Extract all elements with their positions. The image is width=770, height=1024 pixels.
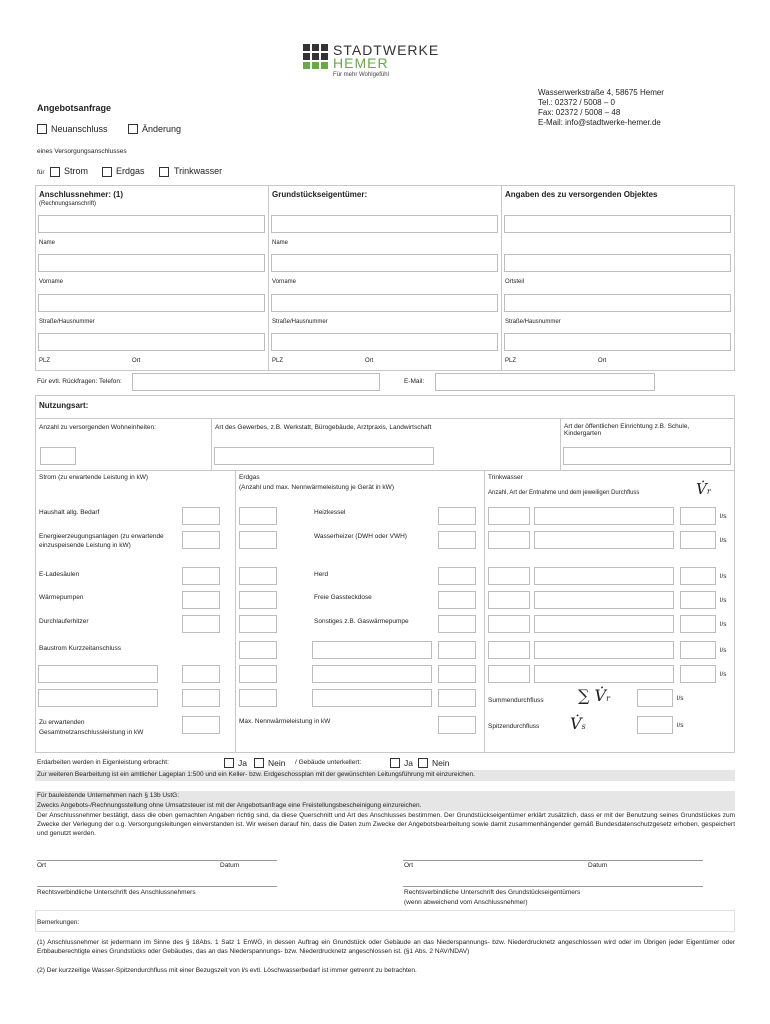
owner2-plzort-input[interactable] xyxy=(271,333,498,351)
legal-line3: Der Anschlussnehmer bestätigt, dass die oben gemachten Angaben richtig sind, da diese Querschnitt und Art des Anschlusses bestimmen. Der Grundstückseigentümer erklärt zusätzlich, dass er mit der Benutzung seines Grundstückes zum Zwecke der Verlegung der o.g. Versorgungsleitungen einverstanden ist. Wir weisen darauf hin, dass die Daten zum Zwecke der Angebotsbearbeitung sowie damit zusammenhängender gemäß Bundesdatenschutzgesetz erhoben, gespeichert und genutzt werden. xyxy=(37,812,735,837)
checkbox-earthworks-ja[interactable] xyxy=(224,758,234,768)
label-aenderung: Änderung xyxy=(142,124,182,134)
strom-row-durchlauf: Durchlauferhitzer xyxy=(39,618,89,625)
owner1-name-input[interactable] xyxy=(38,215,265,233)
object-street-label: Straße/Hausnummer xyxy=(505,319,561,325)
water-row1-flow[interactable] xyxy=(680,507,716,525)
strom-extra2-input[interactable] xyxy=(182,689,220,707)
col3-title: Angaben des zu versorgenden Objektes xyxy=(505,190,658,199)
water-row5-flow[interactable] xyxy=(680,615,716,633)
owner2-vorname-label: Vorname xyxy=(272,279,297,285)
gas-heizkessel-count[interactable] xyxy=(239,507,277,525)
owner1-vorname-label: Vorname xyxy=(39,279,64,285)
usage-public-input[interactable] xyxy=(563,447,731,465)
label-erdgas: Erdgas xyxy=(116,166,145,176)
water-row3-count[interactable] xyxy=(488,567,530,585)
checkbox-basement-nein[interactable] xyxy=(418,758,428,768)
wasser-title: Trinkwasser xyxy=(488,474,523,481)
water-sum-unit: l/s xyxy=(677,695,684,702)
flow-symbol-icon: V̇r xyxy=(696,480,711,498)
sign1-ort-label: Ort xyxy=(37,862,47,869)
checkbox-neuanschluss[interactable] xyxy=(37,124,47,134)
gas-extra2-label-input[interactable] xyxy=(312,665,432,683)
callback-email-input[interactable] xyxy=(435,373,655,391)
water-row6-flow[interactable] xyxy=(680,641,716,659)
water-row4-type[interactable] xyxy=(534,591,674,609)
gas-row-heizkessel: Heizkessel xyxy=(314,509,346,516)
contact-email: E-Mail: info@stadtwerke-hemer.de xyxy=(538,118,661,127)
checkbox-aenderung[interactable] xyxy=(128,124,138,134)
callback-email-label: E-Mail: xyxy=(404,378,425,385)
remarks-box[interactable] xyxy=(35,910,735,932)
logo-name-line2: HEMER xyxy=(333,55,389,71)
gas-herd-kw[interactable] xyxy=(438,567,476,585)
contact-phone: Tel.: 02372 / 5008 – 0 xyxy=(538,98,615,107)
strom-durchlauf-input[interactable] xyxy=(182,615,220,633)
owner1-plz-label: PLZ xyxy=(39,358,51,364)
water-row3-unit: l/s xyxy=(720,573,727,580)
owner1-ort-label: Ort xyxy=(132,358,141,364)
gas-wasserheizer-count[interactable] xyxy=(239,531,277,549)
sign1-label: Rechtsverbindliche Unterschrift des Anschlussnehmers xyxy=(37,889,196,896)
peak-symbol-icon: V̇s xyxy=(570,714,586,733)
strom-eladen-input[interactable] xyxy=(182,567,220,585)
owner1-street-input[interactable] xyxy=(38,294,265,312)
gas-steckdose-kw[interactable] xyxy=(438,591,476,609)
erdgas-sub: (Anzahl und max. Nennwärmeleistung je Gerät in kW) xyxy=(239,484,394,491)
earthworks-nein-label: Nein xyxy=(268,758,286,768)
strom-row-eladen: E-Ladesäulen xyxy=(39,571,80,578)
water-row4-count[interactable] xyxy=(488,591,530,609)
page-title: Angebotsanfrage xyxy=(37,103,112,113)
usage-business-label: Art des Gewerbes, z.B. Werkstatt, Bürogebäude, Arztpraxis, Landwirtschaft xyxy=(215,424,432,431)
water-row3-flow[interactable] xyxy=(680,567,716,585)
usage-public-label: Art der öffentlichen Einrichtung z.B. Schule, Kindergarten xyxy=(564,423,690,437)
erdgas-title: Erdgas xyxy=(239,474,260,481)
water-peak-unit: l/s xyxy=(677,722,684,729)
gas-extra3-label-input[interactable] xyxy=(312,689,432,707)
for-label: für xyxy=(37,169,45,176)
strom-row-waermepumpen: Wärmepumpen xyxy=(39,594,84,601)
gas-extra1-label-input[interactable] xyxy=(312,641,432,659)
owner1-plzort-input[interactable] xyxy=(38,333,265,351)
usage-units-input[interactable] xyxy=(40,447,76,465)
label-strom: Strom xyxy=(64,166,89,176)
water-row4-unit: l/s xyxy=(720,597,727,604)
logo-name-line1: STADTWERKE xyxy=(333,42,440,58)
sum-symbol-icon: ∑ V̇r xyxy=(578,686,610,705)
water-row1-count[interactable] xyxy=(488,507,530,525)
checkbox-earthworks-nein[interactable] xyxy=(254,758,264,768)
water-row7-flow[interactable] xyxy=(680,665,716,683)
water-peak-label: Spitzendurchfluss xyxy=(488,723,540,730)
gas-max-label: Max. Nennwärmeleistung in kW xyxy=(239,718,331,725)
owner2-name-input[interactable] xyxy=(271,215,498,233)
object-ort-label: Ort xyxy=(598,358,607,364)
basement-nein-label: Nein xyxy=(432,758,450,768)
gas-extra1-count[interactable] xyxy=(239,641,277,659)
water-row5-unit: l/s xyxy=(720,621,727,628)
basement-ja-label: Ja xyxy=(404,758,413,768)
object-street-input[interactable] xyxy=(504,294,731,312)
water-peak-input[interactable] xyxy=(637,716,673,734)
plan-note: Zur weiteren Bearbeitung ist ein amtlicher Lageplan 1:500 und ein Keller- bzw. Erdgeschossplan mit der gewünschten Leitungsführung mit einzureichen. xyxy=(37,771,475,778)
col2-title: Grundstückseigentümer: xyxy=(272,190,368,199)
checkbox-erdgas[interactable] xyxy=(102,167,112,177)
water-row2-count[interactable] xyxy=(488,531,530,549)
callback-phone-label: Für evtl. Rückfragen: Telefon: xyxy=(37,378,122,385)
water-row3-type[interactable] xyxy=(534,567,674,585)
water-row1-unit: l/s xyxy=(720,513,727,520)
basement-label: / Gebäude unterkellert: xyxy=(295,759,362,766)
sign2-ort-label: Ort xyxy=(404,862,414,869)
water-row5-type[interactable] xyxy=(534,615,674,633)
col1-title: Anschlussnehmer: (1) xyxy=(39,190,124,199)
owner2-plz-label: PLZ xyxy=(272,358,284,364)
contact-box xyxy=(538,88,664,128)
strom-extra1-label-input[interactable] xyxy=(38,665,158,683)
company-logo xyxy=(303,44,473,80)
strom-haushalt-input[interactable] xyxy=(182,507,220,525)
owner1-vorname-input[interactable] xyxy=(38,254,265,272)
logo-grid-icon xyxy=(303,44,329,70)
col1-sub: (Rechnungsanschrift) xyxy=(39,201,97,207)
water-row6-type[interactable] xyxy=(534,641,674,659)
object-ortsteil-input[interactable] xyxy=(504,254,731,272)
owner2-ort-label: Ort xyxy=(365,358,374,364)
strom-extra1-input[interactable] xyxy=(182,665,220,683)
gas-wasserheizer-kw[interactable] xyxy=(438,531,476,549)
gas-extra3-kw[interactable] xyxy=(438,689,476,707)
gas-heizkessel-kw[interactable] xyxy=(438,507,476,525)
strom-total-label: Zu erwartenden Gesamtnetzanschlussleistung in kW xyxy=(39,719,144,736)
strom-total-input[interactable] xyxy=(182,716,220,734)
owner1-street-label: Straße/Hausnummer xyxy=(39,319,95,325)
checkbox-strom[interactable] xyxy=(50,167,60,177)
gas-row-wasserheizer: Wasserheizer (DWH oder VWH) xyxy=(314,533,407,540)
owner2-street-input[interactable] xyxy=(271,294,498,312)
strom-row-baustrom: Baustrom Kurzzeitanschluss xyxy=(39,645,122,652)
label-trinkwasser: Trinkwasser xyxy=(174,166,223,176)
legal-line2: Zwecks Angebots-/Rechnungsstellung ohne Umsatzsteuer ist mit der Angebotsanfrage eine Freistellungsbescheinigung einzureichen. xyxy=(37,802,422,809)
callback-phone-input[interactable] xyxy=(132,373,380,391)
strom-title: Strom (zu erwartende Leistung in kW) xyxy=(39,474,149,481)
gas-steckdose-count[interactable] xyxy=(239,591,277,609)
label-neuanschluss: Neuanschluss xyxy=(51,124,108,134)
gas-extra1-kw[interactable] xyxy=(438,641,476,659)
gas-row-steckdose: Freie Gassteckdose xyxy=(314,594,372,601)
gas-sonstiges-kw[interactable] xyxy=(438,615,476,633)
gas-extra3-count[interactable] xyxy=(239,689,277,707)
gas-row-herd: Herd xyxy=(314,571,329,578)
gas-herd-count[interactable] xyxy=(239,567,277,585)
water-row1-type[interactable] xyxy=(534,507,674,525)
contact-fax: Fax: 02372 / 5008 – 48 xyxy=(538,108,621,117)
strom-waermepumpen-input[interactable] xyxy=(182,591,220,609)
water-row4-flow[interactable] xyxy=(680,591,716,609)
checkbox-basement-ja[interactable] xyxy=(390,758,400,768)
water-row7-type[interactable] xyxy=(534,665,674,683)
water-row2-flow[interactable] xyxy=(680,531,716,549)
wasser-sub: Anzahl, Art der Entnahme und dem jeweiligen Durchfluss xyxy=(488,490,640,496)
owner2-vorname-input[interactable] xyxy=(271,254,498,272)
earthworks-label: Erdarbeiten werden in Eigenleistung erbracht: xyxy=(37,759,169,766)
sign2-datum-label: Datum xyxy=(588,862,608,869)
water-row7-unit: l/s xyxy=(720,671,727,678)
legal-line1: Für bauleistende Unternehmen nach § 13b UstG: xyxy=(37,792,180,799)
footnote-2: (2) Der kurzzeitige Wasser-Spitzendurchfluss mit einer Bezugszeit von l/s evtl. Löschwasserbedarf ist immer getrennt zu betrachten. xyxy=(37,967,417,974)
gas-extra2-kw[interactable] xyxy=(438,665,476,683)
remarks-label: Bemerkungen: xyxy=(37,919,80,926)
usage-title: Nutzungsart: xyxy=(39,401,89,410)
gas-sonstiges-count[interactable] xyxy=(239,615,277,633)
strom-row-energie: Energieerzeugungsanlagen (zu erwartende einzuspeisende Leistung in kW) xyxy=(39,533,164,549)
earthworks-ja-label: Ja xyxy=(238,758,247,768)
gas-max-input[interactable] xyxy=(438,716,476,734)
sign2-sub: (wenn abweichend vom Anschlussnehmer) xyxy=(404,899,528,906)
strom-extra2-label-input[interactable] xyxy=(38,689,158,707)
usage-units-label: Anzahl zu versorgenden Wohneinheiten: xyxy=(39,424,156,431)
checkbox-trinkwasser[interactable] xyxy=(159,167,169,177)
water-sum-label: Summendurchfluss xyxy=(488,697,544,704)
supply-label: eines Versorgungsanschlusses xyxy=(37,148,127,155)
contact-address: Wasserwerkstraße 4, 58675 Hemer xyxy=(538,88,664,97)
water-row5-count[interactable] xyxy=(488,615,530,633)
usage-business-input[interactable] xyxy=(214,447,434,465)
owner1-name-label: Name xyxy=(39,240,56,246)
water-row2-unit: l/s xyxy=(720,537,727,544)
logo-tagline: Für mehr Wohlgefühl xyxy=(333,72,389,78)
sign2-label: Rechtsverbindliche Unterschrift des Grundstückseigentümers xyxy=(404,889,581,896)
owner2-name-label: Name xyxy=(272,240,289,246)
gas-row-sonstiges: Sonstiges z.B. Gaswärmepumpe xyxy=(314,618,409,625)
water-row7-count[interactable] xyxy=(488,665,530,683)
water-row6-unit: l/s xyxy=(720,647,727,654)
object-row1-input[interactable] xyxy=(504,215,731,233)
owner2-street-label: Straße/Hausnummer xyxy=(272,319,328,325)
footnote-1: (1) Anschlussnehmer ist jedermann im Sinne des § 18Abs. 1 Satz 1 EnWG, in dessen Auftrag ein Grundstück oder Gebäude an das Niederspannungs- bzw. Niederdrucknetz angeschlossen wird oder im Übrigen jeder Eigentümer oder Erbbauberechtigte eines Grundstücks oder Gebäudes, das an das Niederspannungs- bzw. Niederdrucknetz angeschlossen ist. (§1 Abs. 2 NAV/NDAV) xyxy=(37,939,735,955)
water-sum-input[interactable] xyxy=(637,689,673,707)
strom-energie-input[interactable] xyxy=(182,531,220,549)
water-row6-count[interactable] xyxy=(488,641,530,659)
strom-row-haushalt: Haushalt allg. Bedarf xyxy=(39,509,100,516)
object-plzort-input[interactable] xyxy=(504,333,731,351)
sign1-datum-label: Datum xyxy=(220,862,240,869)
object-ortsteil-label: Ortsteil xyxy=(505,279,525,285)
water-row2-type[interactable] xyxy=(534,531,674,549)
object-plz-label: PLZ xyxy=(505,358,517,364)
gas-extra2-count[interactable] xyxy=(239,665,277,683)
